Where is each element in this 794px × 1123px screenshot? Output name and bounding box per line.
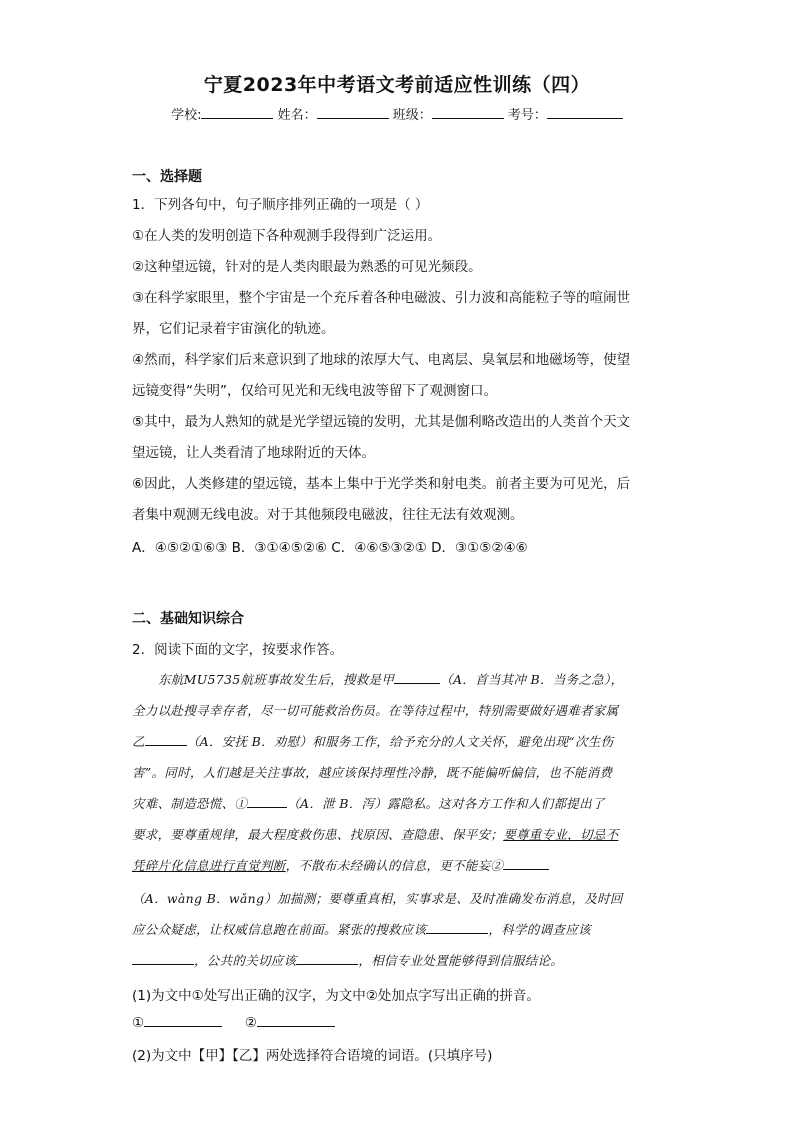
- school-label: 学校:: [171, 108, 202, 123]
- blank-jia[interactable]: [394, 671, 440, 684]
- passage-line-6: 要求，要尊重规律，最大程度救伤患、找原因、查隐患、保平安；要尊重专业，切忌不: [132, 827, 619, 842]
- answer-blank-1[interactable]: [144, 1014, 222, 1027]
- blank-investigation[interactable]: [132, 952, 194, 965]
- sentence-3-line1: ③在科学家眼里，整个宇宙是一个充斥着各种电磁波、引力波和高能粒子等的喧闹世: [132, 290, 631, 306]
- sentence-4-line2: 远镜变得“失明”，仅给可见光和无线电波等留下了观测窗口。: [132, 383, 497, 399]
- name-blank[interactable]: [317, 106, 389, 119]
- sentence-6-line2: 者集中观测无线电波。对于其他频段电磁波，往往无法有效观测。: [132, 507, 524, 523]
- passage-line-2: 全力以赴搜寻幸存者，尽一切可能救治伤员。在等待过程中，特别需要做好遇难者家属: [132, 703, 619, 718]
- school-blank[interactable]: [201, 106, 273, 119]
- passage-line-1: 东航MU5735航班事故发生后，搜救是甲 （A．首当其冲 B．当务之急），: [158, 672, 624, 687]
- student-info-line: [0, 104, 794, 123]
- blank-1[interactable]: [247, 795, 287, 808]
- number-label: 考号：: [507, 108, 547, 123]
- answer-blank-2[interactable]: [257, 1014, 335, 1027]
- blank-yi[interactable]: [145, 733, 187, 746]
- underlined-phrase: 要尊重专业，切忌不: [503, 827, 619, 842]
- blank-concern[interactable]: [296, 952, 358, 965]
- class-blank[interactable]: [432, 106, 504, 119]
- sentence-3-line2: 界，它们记录着宇宙演化的轨迹。: [132, 321, 335, 337]
- passage-line-5: 灾难、制造恐慌、① （A．泄 B．泻）露隐私。这对各方工作和人们都提出了: [132, 796, 605, 811]
- sentence-6-line1: ⑥因此，人类修建的望远镜，基本上集中于光学类和射电类。前者主要为可见光，后: [132, 476, 631, 492]
- blank-2[interactable]: [503, 857, 549, 870]
- page-title: 宁夏2023年中考语文考前适应性训练（四）: [203, 74, 591, 96]
- sentence-1: ①在人类的发明创造下各种观测手段得到广泛运用。: [132, 228, 442, 244]
- passage-line-10: ，公共的关切应该 ，相信专业处置能够得到信服结论。: [132, 951, 672, 969]
- sentence-5-line2: 望远镜，让人类看清了地球附近的天体。: [132, 445, 375, 461]
- sub-question-2: (2)为文中【甲】【乙】两处选择符合语境的词语。(只填序号): [132, 1048, 493, 1064]
- sub-question-1: (1)为文中①处写出正确的汉字，为文中②处加点字写出正确的拼音。: [132, 988, 540, 1004]
- underlined-phrase-cont: 凭碎片化信息进行直觉判断: [132, 858, 286, 873]
- passage-line-9: 应公众疑虑，让权威信息跑在前面。紧张的搜救应该 ，科学的调查应该: [132, 922, 591, 937]
- class-label: 班级：: [392, 108, 432, 123]
- question-1-stem: 1．下列各句中，句子顺序排列正确的一项是（ ）: [132, 197, 429, 213]
- passage-line-4: 害”。同时，人们越是关注事故，越应该保持理性冷静，既不能偏听偏信，也不能消费: [132, 765, 613, 780]
- section-heading-basics: 二、基础知识综合: [132, 611, 244, 627]
- sentence-4-line1: ④然而，科学家们后来意识到了地球的浓厚大气、电离层、臭氧层和地磁场等，使望: [132, 352, 631, 368]
- blank-rescue[interactable]: [426, 921, 488, 934]
- passage-line-7: 凭碎片化信息进行直觉判断，不散布未经确认的信息，更不能妄②: [132, 856, 672, 874]
- name-label: 姓名：: [277, 108, 317, 123]
- question-2-stem: 2．阅读下面的文字，按要求作答。: [132, 642, 344, 658]
- question-1-options: A．④⑤②①⑥③ B．③①④⑤②⑥ C．④⑥⑤③②① D．③①⑤②④⑥: [132, 540, 528, 556]
- sentence-2: ②这种望远镜，针对的是人类肉眼最为熟悉的可见光频段。: [132, 259, 482, 275]
- sentence-5-line1: ⑤其中，最为人熟知的就是光学望远镜的发明，尤其是伽利略改造出的人类首个天文: [132, 414, 631, 430]
- number-blank[interactable]: [547, 106, 623, 119]
- passage-line-8: （A．wàng B．wǎng）加揣测；要尊重真相，实事求是、及时准确发布消息，及时回: [132, 891, 623, 906]
- passage-line-3: 乙 （A．安抚 B．劝慰）和服务工作，给予充分的人文关怀，避免出现“次生伤: [132, 734, 614, 749]
- section-heading-choice: 一、选择题: [132, 169, 202, 185]
- sub-question-1-answers: ① ②: [132, 1014, 672, 1031]
